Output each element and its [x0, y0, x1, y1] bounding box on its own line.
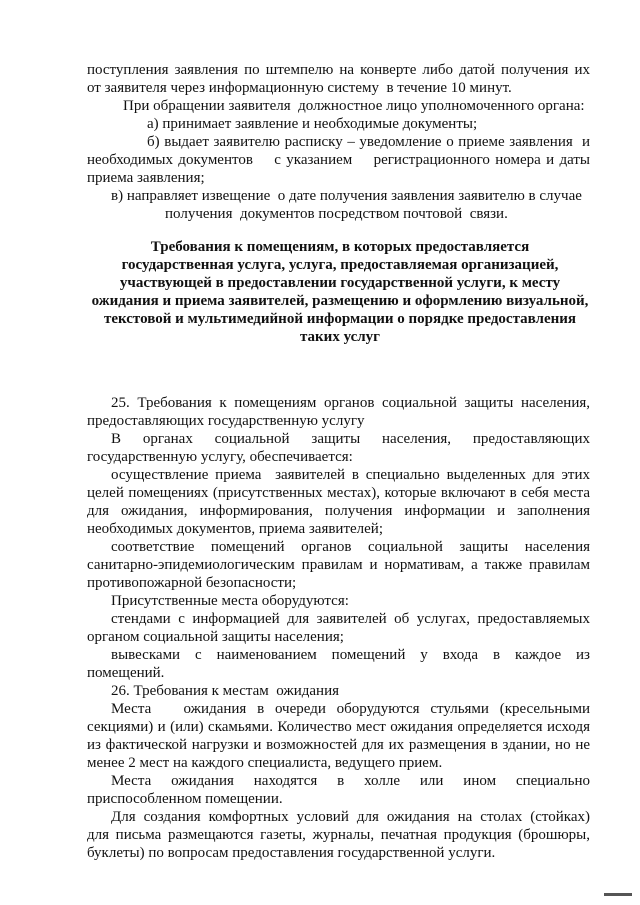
text-line: для ожидания, информирования, получения информации и заполнения — [87, 503, 590, 519]
text-line: При обращении заявителя должностное лицо уполномоченного органа: — [123, 98, 585, 114]
text-line: 26. Требования к местам ожидания — [111, 683, 339, 699]
text-line: секциями) и (или) скамьями. Количество мест ожидания определяется исходя — [87, 719, 590, 735]
text-line: Места ожидания в очереди оборудуются стульями (кресельными — [111, 701, 590, 717]
text-line: помещений. — [87, 665, 165, 681]
text-line: приспособленном помещении. — [87, 791, 283, 807]
text-line: государственную услугу, обеспечивается: — [87, 449, 353, 465]
text-line: в) направляет извещение о дате получения заявления заявителю в случае — [111, 188, 582, 204]
section-heading-line: ожидания и приема заявителей, размещению и оформлению визуальной, — [91, 293, 589, 309]
text-line: необходимых документов, приема заявителей; — [87, 521, 384, 537]
text-line: Присутственные места оборудуются: — [111, 593, 349, 609]
section-heading-line: таких услуг — [299, 329, 380, 345]
text-line: для письма размещаются газеты, журналы, печатная продукция (брошюры, — [87, 827, 590, 843]
text-line: органом социальной защиты населения; — [87, 629, 344, 645]
text-line: осуществление приема заявителей в специально выделенных для этих — [111, 467, 590, 483]
text-line: необходимых документов с указанием регистрационного номера и даты — [87, 152, 590, 168]
section-heading-line: текстовой и мультимедийной информации о порядке предоставления — [103, 311, 577, 327]
text-line: буклеты) по вопросам предоставления государственной услуги. — [87, 845, 496, 861]
text-line: целей помещениях (присутственных местах), которые включают в себя места — [87, 485, 590, 501]
text-line: менее 2 мест на каждого специалиста, ведущего прием. — [87, 755, 443, 771]
text-line: противопожарной безопасности; — [87, 575, 297, 591]
text-line: соответствие помещений органов социальной защиты населения — [111, 539, 590, 555]
text-line: предоставляющих государственную услугу — [87, 413, 365, 429]
section-heading-line: участвующей в предоставлении государственной услуги, к месту — [119, 275, 561, 291]
text-line: получения документов посредством почтовой связи. — [165, 206, 508, 222]
text-line: а) принимает заявление и необходимые документы; — [147, 116, 478, 132]
text-line: 25. Требования к помещениям органов социальной защиты населения, — [111, 395, 590, 411]
text-line: Места ожидания находятся в холле или ином специально — [111, 773, 590, 789]
scan-artifact — [604, 893, 632, 896]
text-line: приема заявления; — [87, 170, 205, 186]
text-line: вывесками с наименованием помещений у входа в каждое из — [111, 647, 590, 663]
text-line: поступления заявления по штемпелю на конверте либо датой получения их — [87, 62, 590, 78]
text-line: б) выдает заявителю расписку – уведомление о приеме заявления и — [147, 134, 590, 150]
text-line: из фактической нагрузки и возможностей для их размещения в здании, но не — [87, 737, 590, 753]
text-line: В органах социальной защиты населения, предоставляющих — [111, 431, 590, 447]
text-line: от заявителя через информационную систему в течение 10 минут. — [87, 80, 512, 96]
text-line: санитарно-эпидемиологическим правилам и нормативам, а также правилам — [87, 557, 590, 573]
text-line: Для создания комфортных условий для ожидания на столах (стойках) — [111, 809, 590, 825]
text-line: стендами с информацией для заявителей об услугах, предоставляемых — [111, 611, 590, 627]
section-heading-line: государственная услуга, услуга, предоставляемая организацией, — [121, 257, 559, 273]
section-heading-line: Требования к помещениям, в которых предоставляется — [150, 239, 530, 255]
